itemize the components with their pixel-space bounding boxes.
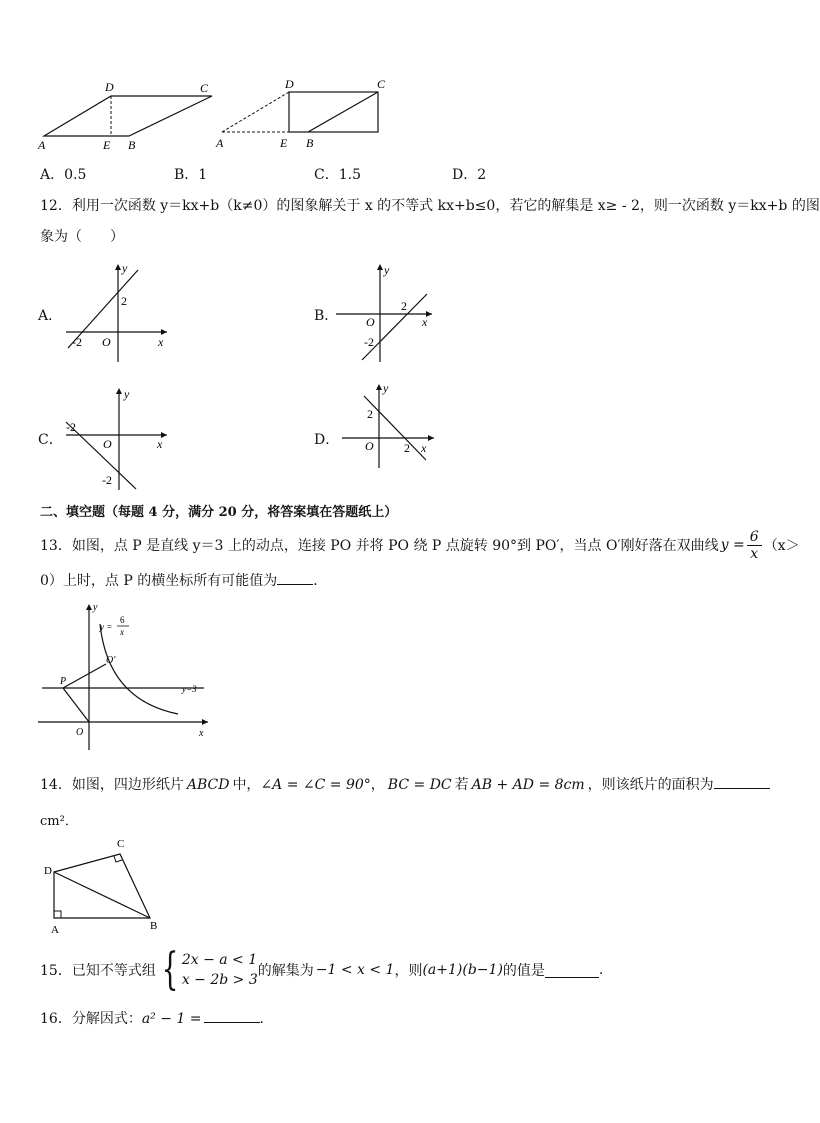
q12-graph-c bbox=[62, 384, 172, 492]
q15-question: 15．已知不等式组 { 2x − a < 1 x − 2b > 3 的解集为 −1 < x < 1 ，则 (a+1)(b−1) 的值是 . bbox=[40, 944, 604, 995]
label-e: E bbox=[103, 138, 111, 152]
label-a: A bbox=[51, 924, 59, 936]
q12-graph-b bbox=[332, 260, 442, 365]
q12-label-d: D． bbox=[314, 432, 340, 448]
q13-fraction bbox=[747, 529, 762, 562]
q14-figure bbox=[38, 834, 168, 940]
q13-text-tail: （x＞ bbox=[763, 538, 800, 554]
x-intercept-label: 2 bbox=[404, 441, 410, 455]
label-a: A bbox=[38, 138, 46, 152]
answer-blank[interactable] bbox=[204, 1008, 260, 1023]
origin-label: O bbox=[366, 315, 375, 329]
q13-question-line2: 0）上时，点 P 的横坐标所有可能值为 ． bbox=[40, 570, 327, 591]
axis-y-label: y bbox=[122, 261, 128, 275]
label-b: B bbox=[306, 136, 314, 150]
q12-graph-d bbox=[338, 380, 438, 470]
axis-y-label: y bbox=[383, 381, 389, 395]
axis-x-label: x bbox=[421, 441, 427, 455]
axis-x-label: x bbox=[422, 315, 428, 329]
axis-y-label: y bbox=[93, 602, 98, 613]
q12-question-line2: 象为（ ） bbox=[40, 229, 124, 245]
label-d: D bbox=[105, 80, 114, 94]
q12-graph-a bbox=[62, 260, 172, 365]
axis-x-label: x bbox=[157, 437, 163, 451]
q13-frac-num: 6 bbox=[747, 529, 762, 546]
answer-blank[interactable] bbox=[714, 774, 770, 789]
q13-frac-lhs: y = bbox=[720, 537, 745, 553]
q12-label-c: C． bbox=[38, 432, 63, 448]
q13-text: 13．如图，点 P 是直线 y＝3 上的动点，连接 PO 并将 PO 绕 P 点旋转 90°到 PO′，当点 O′刚好落在双曲线 bbox=[40, 538, 719, 554]
y-intercept-label: 2 bbox=[121, 294, 127, 308]
q11-option-b: B．1 bbox=[174, 167, 208, 183]
axis-y-label: y bbox=[384, 263, 390, 277]
origin-label: O bbox=[103, 437, 112, 451]
axis-x-label: x bbox=[158, 335, 164, 349]
q11-option-d: D．2 bbox=[452, 167, 487, 183]
label-c: C bbox=[200, 81, 209, 95]
label-d: D bbox=[44, 865, 52, 877]
q13-figure bbox=[36, 600, 216, 752]
label-c: C bbox=[117, 838, 125, 850]
label-d: D bbox=[285, 77, 294, 91]
y-intercept-label: -2 bbox=[364, 335, 374, 349]
curve-label-lhs: y = bbox=[100, 622, 113, 632]
axis-x-label: x bbox=[199, 728, 204, 739]
q15-inequality-1: 2x − a < 1 bbox=[181, 952, 258, 968]
x-intercept-label: 2 bbox=[401, 299, 407, 313]
q15-inequality-system: { 2x − a < 1 x − 2b > 3 bbox=[161, 944, 258, 995]
origin-label: O bbox=[365, 439, 374, 453]
q11-option-c: C．1.5 bbox=[314, 167, 361, 183]
q11-figure-parallelogram bbox=[34, 76, 224, 156]
label-b: B bbox=[128, 138, 136, 152]
q12-question-line1: 12．利用一次函数 y＝kx+b（k≠0）的图象解关于 x 的不等式 kx+b≤0，若它的解集是 x≥ - 2，则一次函数 y＝kx+b 的图 bbox=[40, 198, 820, 214]
origin-label: O bbox=[76, 727, 84, 738]
q16-question: 16．分解因式：a² − 1 = ． bbox=[40, 1008, 274, 1029]
q14-question-line2: cm²． bbox=[40, 814, 78, 829]
point-o-prime-label: O′ bbox=[106, 655, 116, 666]
label-b: B bbox=[150, 920, 158, 932]
q11-option-a: A．0.5 bbox=[40, 167, 87, 183]
section-heading: 二、填空题（每题 4 分，满分 20 分，将答案填在答题纸上） bbox=[40, 505, 398, 520]
y-intercept-label: 2 bbox=[367, 407, 373, 421]
label-a: A bbox=[216, 136, 224, 150]
label-e: E bbox=[280, 136, 288, 150]
q12-label-a: A． bbox=[38, 308, 63, 324]
axis-y-label: y bbox=[124, 387, 130, 401]
y-intercept-label: -2 bbox=[102, 473, 112, 487]
q13-question-line1 bbox=[40, 527, 800, 563]
curve-label-num: 6 bbox=[120, 615, 125, 625]
line-y3-label: y=3 bbox=[182, 684, 197, 694]
answer-blank[interactable] bbox=[545, 963, 599, 978]
x-intercept-label: -2 bbox=[72, 335, 82, 349]
origin-label: O bbox=[102, 335, 111, 349]
q15-inequality-2: x − 2b > 3 bbox=[181, 972, 258, 988]
curve-label-den: x bbox=[120, 627, 124, 637]
q14-question-line1: 14．如图，四边形纸片 ABCD 中，∠A = ∠C = 90°， BC = DC 若 AB + AD = 8cm ，则该纸片的面积为 bbox=[40, 774, 770, 795]
label-c: C bbox=[377, 77, 386, 91]
answer-blank[interactable] bbox=[277, 570, 313, 585]
x-intercept-label: -2 bbox=[66, 420, 76, 434]
q11-figure-rectangle bbox=[210, 76, 400, 156]
point-p-label: P bbox=[60, 676, 67, 687]
q13-frac-den: x bbox=[750, 545, 759, 562]
q12-label-b: B． bbox=[314, 308, 339, 324]
